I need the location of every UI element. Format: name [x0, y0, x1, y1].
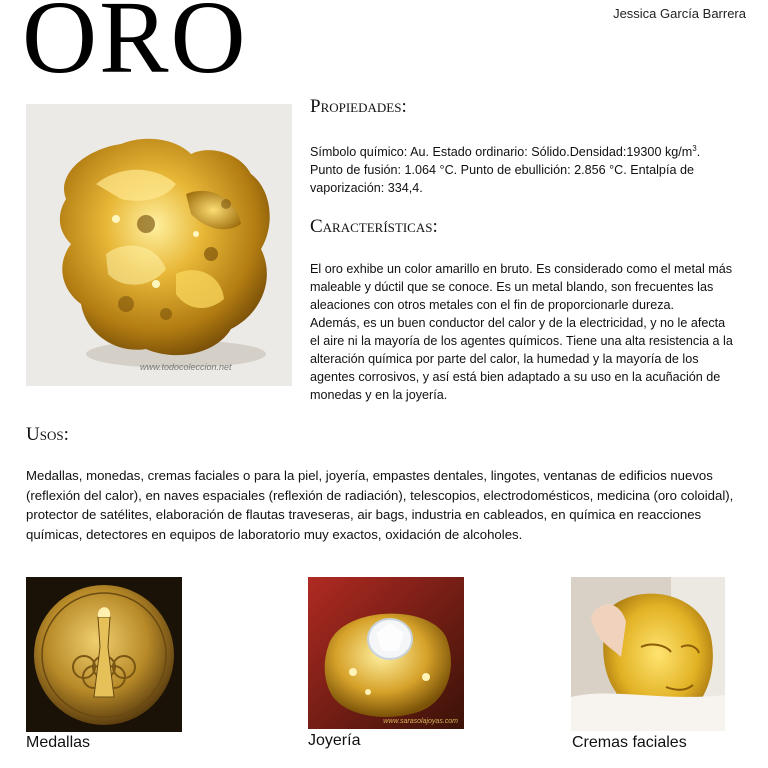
propiedades-heading: Propiedades: [310, 96, 407, 117]
caracteristicas-heading: Características: [310, 216, 438, 237]
medal-photo [26, 577, 182, 732]
gold-ring-illustration [308, 577, 464, 729]
gold-nugget-illustration [26, 104, 292, 386]
author-name: Jessica García Barrera [613, 6, 746, 21]
gold-nugget-photo [26, 104, 292, 386]
propiedades-superscript: 3 [692, 144, 697, 153]
ring-watermark: www.sarasolajoyas.com [383, 718, 458, 725]
caption-cremas: Cremas faciales [572, 734, 687, 751]
gold-face-mask-illustration [571, 577, 725, 731]
propiedades-text [310, 140, 734, 197]
usos-heading: Usos: [26, 424, 69, 445]
caracteristicas-text [310, 260, 734, 404]
gold-mask-photo [571, 577, 725, 731]
propiedades-text-a: Símbolo químico: Au. Estado ordinario: Sólido.Densidad:19300 kg/m [310, 145, 693, 160]
usos-text: Medallas, monedas, cremas faciales o para la piel, joyería, empastes dentales, lingotes, ventanas de edificios nuevos (reflexión del calor), en naves espaciales (reflexión de radiación), telescopios, electrodomésticos, medicina (oro coloidal), protector de satélites, elaboración de flautas traveseras, air bags, industria en cableados, en química en reacciones químicas, detectores en equipos de laboratorio muy exactos, oxidación de alcoholes. [26, 468, 734, 542]
nugget-watermark: www.todocoleccion.net [140, 362, 232, 372]
page-title: ORO [22, 0, 248, 95]
ring-photo [308, 577, 464, 729]
caracteristicas-paragraph-1: El oro exhibe un color amarillo en bruto. Es considerado como el metal más maleable y dúctil que se conoce. Es un metal blando, son frecuentes las aleaciones con otros metales con el fin de proporcionarle dureza. [310, 262, 733, 312]
gold-medal-illustration [26, 577, 182, 732]
caption-medallas: Medallas [26, 734, 91, 751]
caracteristicas-paragraph-2: Además, es un buen conductor del calor y de la electricidad, y no le afecta el aire ni la mayoría de los agentes químicos. Tiene una alta resistencia a la alteración química por parte del calor, la humedad y la mayoría de los agentes corrosivos, y así está bien adaptado a su uso en la acuñación de monedas y en la joyería. [310, 316, 733, 402]
caption-joyeria: Joyería [308, 732, 361, 749]
propiedades-text-b: . Punto de fusión: 1.064 °C. Punto de ebullición: 2.856 °C. Entalpía de vaporización: 334,4. [310, 145, 701, 196]
